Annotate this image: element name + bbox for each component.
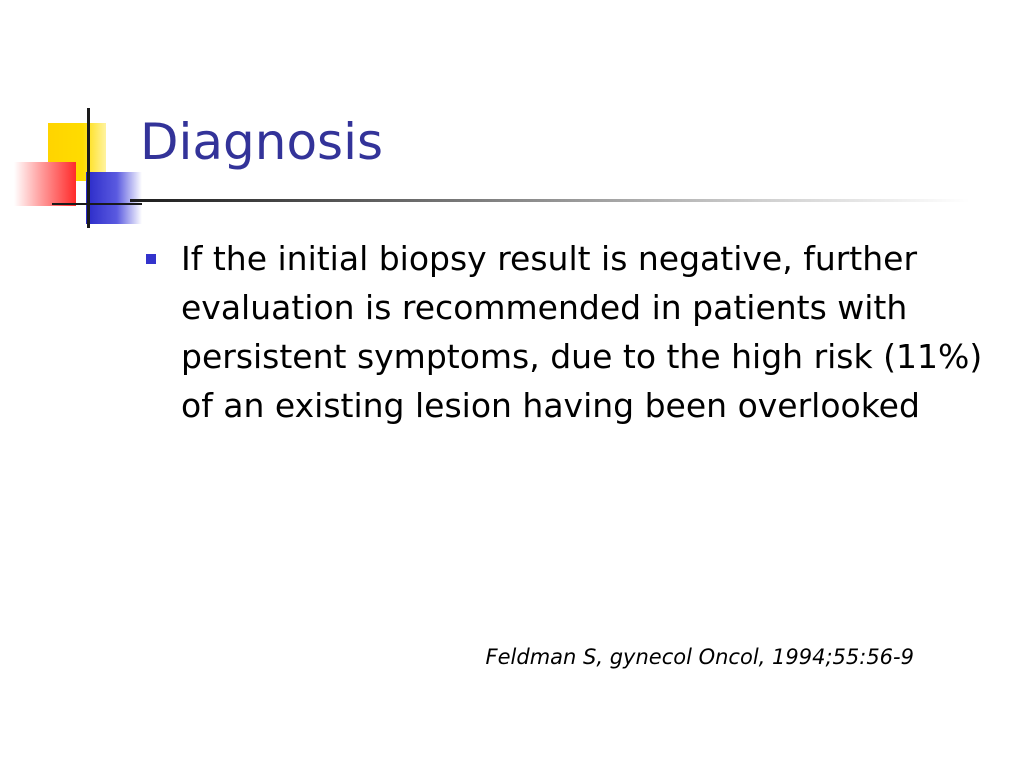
red-square (14, 162, 76, 206)
title-divider (130, 199, 970, 202)
bullet-text: If the initial biopsy result is negative, further evaluation is recommended in patients with persistent symptoms, due to the high risk (11%) of an existing lesion having been overlooked (181, 239, 983, 425)
square-bullet-icon (146, 254, 156, 264)
vertical-line (87, 108, 90, 228)
horizontal-line (52, 203, 142, 205)
slide-title: Diagnosis (140, 113, 384, 171)
bullet-list (146, 234, 996, 430)
slide-logo-icon (0, 0, 140, 240)
citation: Feldman S, gynecol Oncol, 1994;55:56-9 (485, 645, 914, 669)
blue-square (86, 172, 142, 224)
bullet-item (146, 234, 996, 430)
